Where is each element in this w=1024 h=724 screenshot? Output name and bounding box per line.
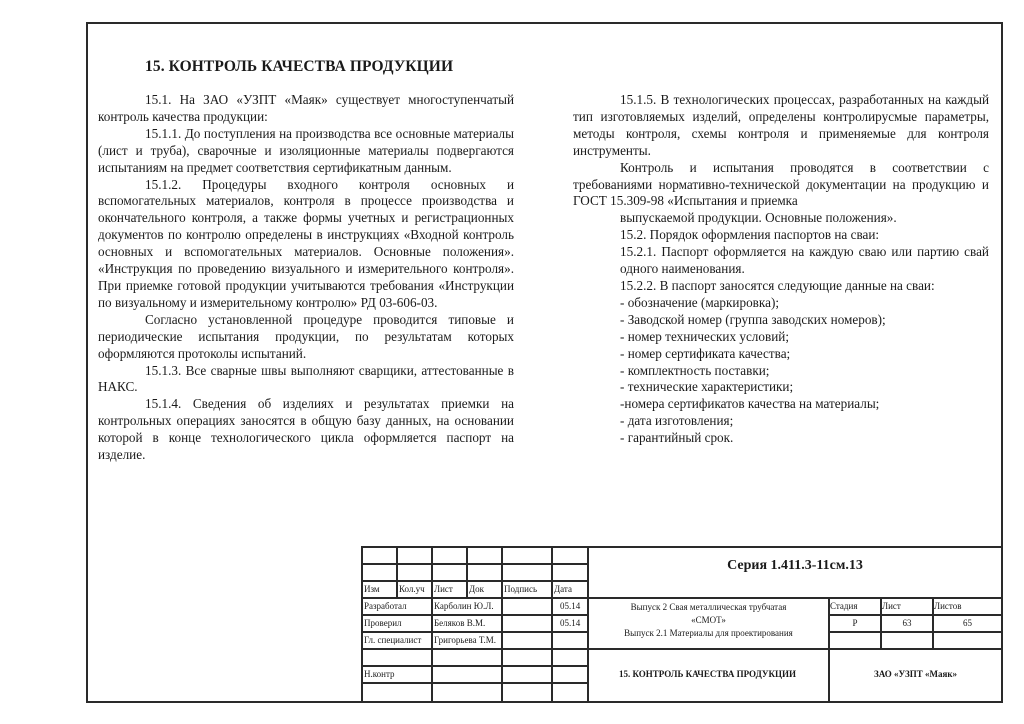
list-item: - номер технических условий; [620,328,789,344]
left-text-column [98,92,514,464]
sheets-total: 65 [963,618,972,628]
list-item: - гарантийный срок. [620,430,734,446]
tb-line [828,597,830,701]
paragraph-15-2-2: 15.2.2. В паспорт заносятся следующие данные на сваи: [620,277,935,293]
name-developer: Карболин Ю.Л. [434,601,494,611]
right-text-column [573,92,989,447]
col-dok-label: Док [469,584,485,594]
role-norm-control: Н.контр [364,669,395,679]
tb-line [361,546,363,701]
col-kol-uch-label: Кол.уч [399,584,425,594]
issue-line-1: Выпуск 2 Свая металлическая трубчатая [630,602,787,612]
passport-data-list [573,295,989,447]
name-checker: Беляков В.М. [434,618,486,628]
col-izm-label: Изм [364,584,380,594]
col-podpis-label: Подпись [504,584,538,594]
list-item: - Заводской номер (группа заводских номеров); [620,311,886,327]
date-developer: 05.14 [560,601,581,611]
paragraph-tests: Согласно установленной процедуре проводится типовые и периодические испытания продукции, по результатам которых оформляются протоколы испытаний. [98,311,514,361]
paragraph-15-1: 15.1. На ЗАО «УЗПТ «Маяк» существует многоступенчатый контроль качества продукции: [98,92,514,124]
list-item: - обозначение (маркировка); [620,294,780,310]
tb-line [828,614,1001,616]
paragraph-15-1-5: 15.1.5. В технологических процессах, разработанных на каждый тип изготовляемых изделий, определены контролирусмые параметры, методы контроля, схемы контроля и применяемые для контроля инструменты. [573,92,989,158]
page-heading: 15. КОНТРОЛЬ КАЧЕСТВА ПРОДУКЦИИ [145,58,454,75]
tb-line [361,563,587,565]
role-developer: Разработал [364,601,407,611]
tb-line [361,614,587,616]
date-checker: 05.14 [560,618,581,628]
list-item: - дата изготовления; [620,413,734,429]
paragraph-control-tests-cont: выпускаемой продукции. Основные положения». [620,210,897,226]
tb-line [361,631,587,633]
paragraph-control-tests: Контроль и испытания проводятся в соответствии с требованиями нормативно-технической документации на продукцию и ГОСТ 15.309-98 «Испытания и приемка [573,159,989,209]
sheets-label: Листов [934,601,962,611]
tb-line [431,546,433,701]
paragraph-15-1-2: 15.1.2. Процедуры входного контроля основных и вспомогательных материалов, контроля в процессе производства и окончательного контроля, а также формы учетных и регистрационных документов по контролю определены в инструкциях «Входной контроль основных и вспомогательных материалов. Основные положения». «Инструкция по проведению визуального и измерительного контроля». При приемке готовой продукции учитываются требования «Инструкции по визуальному и измерительному контролю» РД 03-606-03. [98,176,514,310]
tb-line [396,546,398,597]
paragraph-15-2: 15.2. Порядок оформления паспортов на сваи: [620,227,880,243]
tb-line [361,648,1001,650]
tb-line [828,631,1001,633]
list-item: - номер сертификата качества; [620,345,791,361]
sheet-number: 63 [902,618,912,628]
paragraph-15-1-4: 15.1.4. Сведения об изделиях и результатах приемки на контрольных операциях заносятся в общую базу данных, на основании которой в конце технологического цикла оформляется паспорт на изделие. [98,396,514,463]
series-designation: Серия 1.411.3-11см.13 [727,558,863,573]
list-item: -номера сертификатов качества на материалы; [620,396,880,412]
paragraph-15-2-1: 15.2.1. Паспорт оформляется на каждую сваю или партию свай одного наименования. [620,244,989,277]
stamp-document-title: 15. КОНТРОЛЬ КАЧЕСТВА ПРОДУКЦИИ [618,669,797,679]
paragraph-15-1-1: 15.1.1. До поступления на производства все основные материалы (лист и труба), сварочные и изоляционные материалы подвергаются испытаниям на предмет соответствия сертификатным данным. [98,125,514,175]
tb-line [361,682,587,684]
issue-line-2: «СМОТ» [691,615,726,625]
name-chief-specialist: Григорьева Т.М. [434,635,496,645]
stage-value: Р [852,618,858,628]
paragraph-15-1-3: 15.1.3. Все сварные швы выполняют сварщики, аттестованные в НАКС. [98,362,514,395]
role-checker: Проверил [364,618,402,628]
tb-line [551,546,553,701]
company-name: ЗАО «УЗПТ «Маяк» [873,669,958,679]
tb-line [361,665,587,667]
issue-line-3: Выпуск 2.1 Материалы для проектирования [624,628,793,638]
tb-line [361,597,1001,599]
tb-line [361,546,1001,548]
tb-line [361,580,587,582]
role-chief-specialist: Гл. специалист [364,635,422,645]
col-data-label: Дата [554,584,572,594]
col-list-label: Лист [434,584,453,594]
list-item: - технические характеристики; [620,379,794,395]
tb-line [466,546,468,597]
tb-line [501,546,503,701]
list-item: - комплектность поставки; [620,362,770,378]
stage-label: Стадия [830,601,858,611]
sheet-label: Лист [882,601,901,611]
